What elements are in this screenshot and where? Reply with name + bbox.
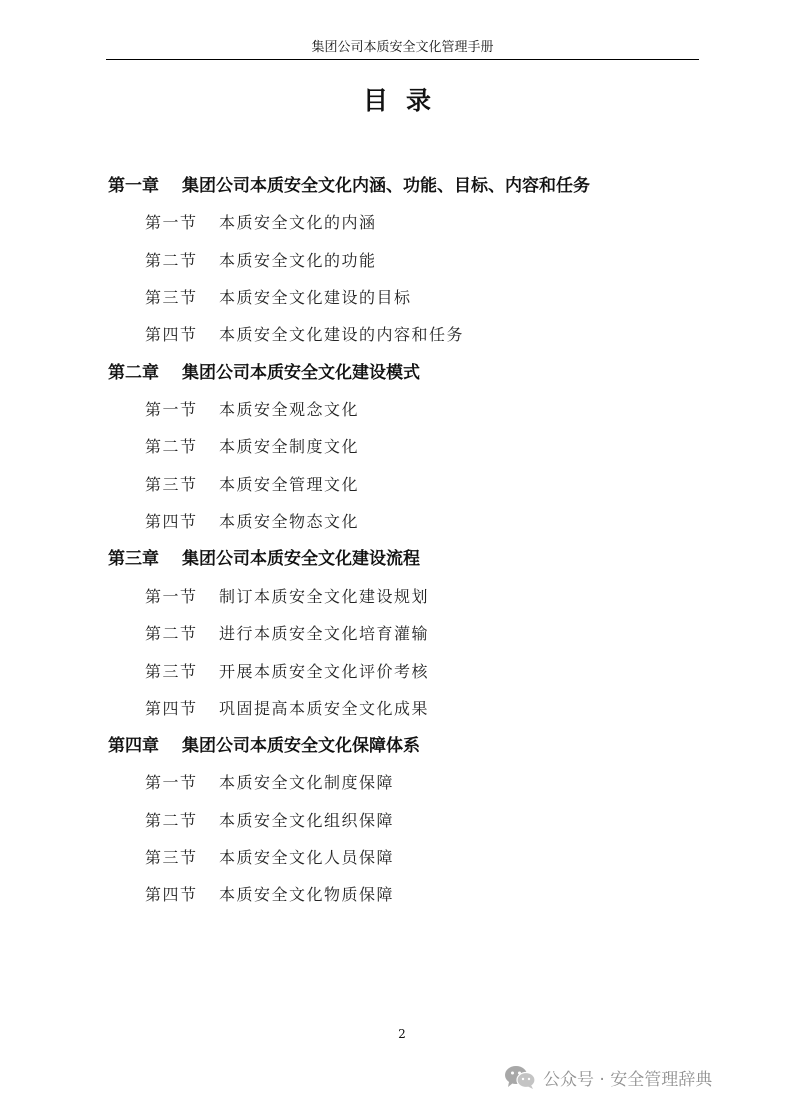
chapter-number: 第二章 xyxy=(108,363,159,383)
section-title: 本质安全文化建设的目标 xyxy=(219,288,412,307)
section-title: 进行本质安全文化培育灌输 xyxy=(219,624,430,643)
toc-section-4-1[interactable] xyxy=(145,769,394,797)
running-header: 集团公司本质安全文化管理手册 xyxy=(311,40,494,55)
section-number: 第四节 xyxy=(145,325,198,344)
section-title: 本质安全文化物质保障 xyxy=(219,885,395,904)
toc-section-2-3[interactable] xyxy=(145,471,359,499)
chapter-title: 集团公司本质安全文化内涵、功能、目标、内容和任务 xyxy=(182,176,590,196)
section-title: 本质安全文化制度保障 xyxy=(219,773,395,792)
section-number: 第二节 xyxy=(145,437,198,456)
section-number: 第一节 xyxy=(145,400,198,419)
toc-section-3-3[interactable] xyxy=(145,658,429,686)
toc-section-3-2[interactable] xyxy=(145,620,429,648)
toc-section-2-1[interactable] xyxy=(145,396,359,424)
section-title: 本质安全文化的功能 xyxy=(219,251,377,270)
section-title: 制订本质安全文化建设规划 xyxy=(219,587,430,606)
watermark xyxy=(503,1062,773,1092)
toc-section-1-1[interactable] xyxy=(145,209,377,237)
chapter-title: 集团公司本质安全文化保障体系 xyxy=(182,736,420,756)
section-number: 第三节 xyxy=(145,848,198,867)
section-number: 第三节 xyxy=(145,475,198,494)
section-number: 第三节 xyxy=(145,662,198,681)
section-number: 第四节 xyxy=(145,699,198,718)
section-number: 第二节 xyxy=(145,251,198,270)
section-title: 本质安全文化组织保障 xyxy=(219,811,395,830)
section-number: 第二节 xyxy=(145,811,198,830)
section-title: 本质安全管理文化 xyxy=(219,475,360,494)
section-title: 本质安全物态文化 xyxy=(219,512,360,531)
toc-section-4-2[interactable] xyxy=(145,807,394,835)
toc-section-4-3[interactable] xyxy=(145,844,394,872)
watermark-text: 公众号 · 安全管理辞典 xyxy=(543,1069,713,1090)
section-number: 第四节 xyxy=(145,885,198,904)
section-title: 本质安全观念文化 xyxy=(219,400,360,419)
toc-section-1-4[interactable] xyxy=(145,321,464,349)
toc-section-2-4[interactable] xyxy=(145,508,359,536)
section-number: 第一节 xyxy=(145,773,198,792)
toc-chapter-4[interactable] xyxy=(108,732,420,760)
chapter-number: 第四章 xyxy=(108,736,159,756)
section-title: 开展本质安全文化评价考核 xyxy=(219,662,430,681)
section-number: 第一节 xyxy=(145,587,198,606)
toc-section-1-2[interactable] xyxy=(145,247,377,275)
toc-section-1-3[interactable] xyxy=(145,284,412,312)
section-title: 本质安全制度文化 xyxy=(219,437,360,456)
section-number: 第一节 xyxy=(145,213,198,232)
page-number: 2 xyxy=(398,1027,406,1041)
section-number: 第二节 xyxy=(145,624,198,643)
section-title: 本质安全文化的内涵 xyxy=(219,213,377,232)
toc-section-3-1[interactable] xyxy=(145,583,429,611)
chapter-title: 集团公司本质安全文化建设流程 xyxy=(182,549,420,569)
chapter-number: 第一章 xyxy=(108,176,159,196)
section-title: 巩固提高本质安全文化成果 xyxy=(219,699,430,718)
toc-chapter-2[interactable] xyxy=(108,359,420,387)
toc-section-4-4[interactable] xyxy=(145,881,394,909)
toc-section-2-2[interactable] xyxy=(145,433,359,461)
toc-section-3-4[interactable] xyxy=(145,695,429,723)
wechat-icon xyxy=(503,1064,537,1090)
section-title: 本质安全文化建设的内容和任务 xyxy=(219,325,465,344)
section-number: 第四节 xyxy=(145,512,198,531)
chapter-number: 第三章 xyxy=(108,549,159,569)
section-number: 第三节 xyxy=(145,288,198,307)
section-title: 本质安全文化人员保障 xyxy=(219,848,395,867)
toc-title-char-2: 录 xyxy=(406,86,432,115)
chapter-title: 集团公司本质安全文化建设模式 xyxy=(182,363,420,383)
toc-title-char-1: 目 xyxy=(362,86,388,115)
toc-chapter-3[interactable] xyxy=(108,545,420,573)
toc-chapter-1[interactable] xyxy=(108,172,590,200)
